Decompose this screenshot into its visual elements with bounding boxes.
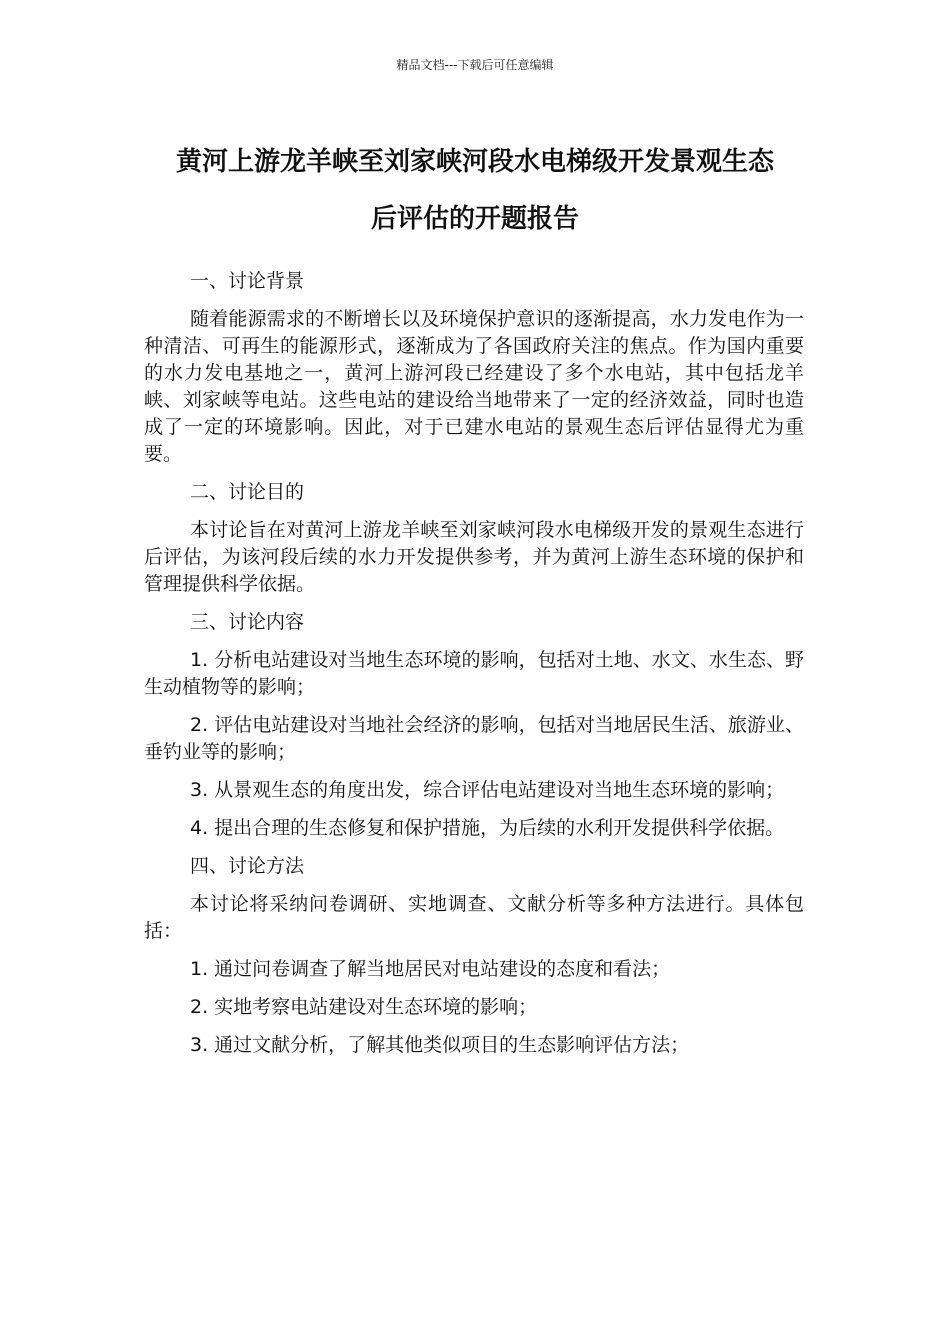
section-heading-methods: 四、讨论方法 <box>190 855 305 877</box>
page-header-watermark: 精品文档---下载后可任意编辑 <box>396 58 554 72</box>
document-title <box>120 134 830 248</box>
document-title-line-2: 后评估的开题报告 <box>370 204 579 234</box>
content-list-item: 1. 分析电站建设对当地生态环境的影响，包括对土地、水文、水生态、野生动植物等的影响； <box>144 649 804 698</box>
content-list-item: 3. 从景观生态的角度出发，综合评估电站建设对当地生态环境的影响； <box>190 779 785 801</box>
document-body <box>144 268 804 1070</box>
methods-paragraph: 本讨论将采纳问卷调研、实地调查、文献分析等多种方法进行。具体包括： <box>144 893 804 942</box>
document-title-line-1: 黄河上游龙羊峡至刘家峡河段水电梯级开发景观生态 <box>175 147 774 177</box>
section-heading-content: 三、讨论内容 <box>190 611 305 633</box>
methods-list-item: 2. 实地考察电站建设对生态环境的影响； <box>190 996 538 1018</box>
background-paragraph: 随着能源需求的不断增长以及环境保护意识的逐渐提高，水力发电作为一种清洁、可再生的能源形式，逐渐成为了各国政府关注的焦点。作为国内重要的水力发电基地之一，黄河上游河段已经建设了多个水电站，其中包括龙羊峡、刘家峡等电站。这些电站的建设给当地带来了一定的经济效益，同时也造成了一定的环境影响。因此，对于已建水电站的景观生态后评估显得尤为重要。 <box>144 308 804 465</box>
section-heading-purpose: 二、讨论目的 <box>190 481 305 503</box>
methods-list-item: 3. 通过文献分析，了解其他类似项目的生态影响评估方法； <box>190 1034 690 1056</box>
purpose-paragraph: 本讨论旨在对黄河上游龙羊峡至刘家峡河段水电梯级开发的景观生态进行后评估，为该河段后续的水力开发提供参考，并为黄河上游生态环境的保护和管理提供科学依据。 <box>144 519 804 595</box>
content-list-item: 4. 提出合理的生态修复和保护措施，为后续的水利开发提供科学依据。 <box>190 817 785 839</box>
content-list-item: 2. 评估电站建设对当地社会经济的影响，包括对当地居民生活、旅游业、垂钓业等的影响； <box>144 714 804 763</box>
section-heading-background: 一、讨论背景 <box>190 270 305 292</box>
methods-list-item: 1. 通过问卷调查了解当地居民对电站建设的态度和看法； <box>190 958 671 980</box>
